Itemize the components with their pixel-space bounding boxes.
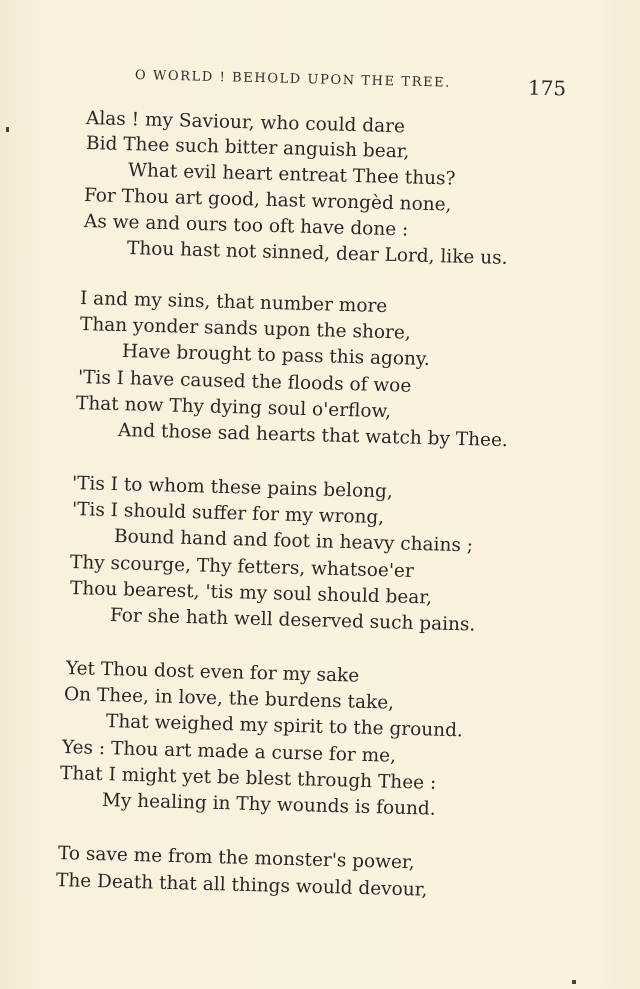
poem-line: I and my sins, that number more	[79, 288, 388, 318]
poem-line: My healing in Thy wounds is found.	[101, 790, 436, 820]
poem-line: Yes : Thou art made a curse for me,	[61, 737, 397, 767]
poem-line: 'Tis I to whom these pains belong,	[71, 473, 394, 503]
page-number: 175	[527, 75, 567, 101]
margin-mark	[6, 127, 9, 132]
poem-line: Bid Thee such bitter anguish bear,	[85, 133, 410, 163]
poem-line: Thou hast not sinned, dear Lord, like us.	[126, 238, 508, 269]
poem-line: 'Tis I should suffer for my wrong,	[71, 499, 385, 529]
poem-line: Have brought to pass this agony.	[121, 341, 431, 371]
poem-line: Thou bearest, 'tis my soul should bear,	[69, 578, 433, 609]
poem-line: On Thee, in love, the burdens take,	[63, 684, 395, 714]
poem-line: That now Thy dying soul o'erflow,	[75, 393, 392, 423]
running-title: O WORLD ! BEHOLD UPON THE TREE.	[134, 68, 452, 91]
poem-line: And those sad hearts that watch by Thee.	[117, 420, 509, 452]
poem-line: Thy scourge, Thy fetters, whatsoe'er	[69, 552, 415, 582]
poem-line: The Death that all things would devour,	[55, 870, 428, 901]
poem-line: That weighed my spirit to the ground.	[105, 711, 464, 742]
poem-line: What evil heart entreat Thee thus?	[127, 160, 456, 190]
poem-line: To save me from the monster's power,	[57, 843, 415, 874]
poem-line: Yet Thou dost even for my sake	[65, 658, 360, 687]
corner-mark	[572, 980, 576, 984]
poem-line: As we and ours too oft have done :	[83, 211, 409, 241]
poem-line: Alas ! my Saviour, who could dare	[85, 108, 406, 138]
poem-line: That I might yet be blest through Thee :	[59, 763, 437, 794]
poem-line: Than yonder sands upon the shore,	[79, 314, 412, 344]
poem-line: For Thou art good, hast wrongèd none,	[83, 185, 452, 216]
poem-line: For she hath well deserved such pains.	[109, 605, 476, 636]
poem-line: 'Tis I have caused the floods of woe	[77, 367, 412, 397]
poem-line: Bound hand and foot in heavy chains ;	[113, 526, 474, 557]
